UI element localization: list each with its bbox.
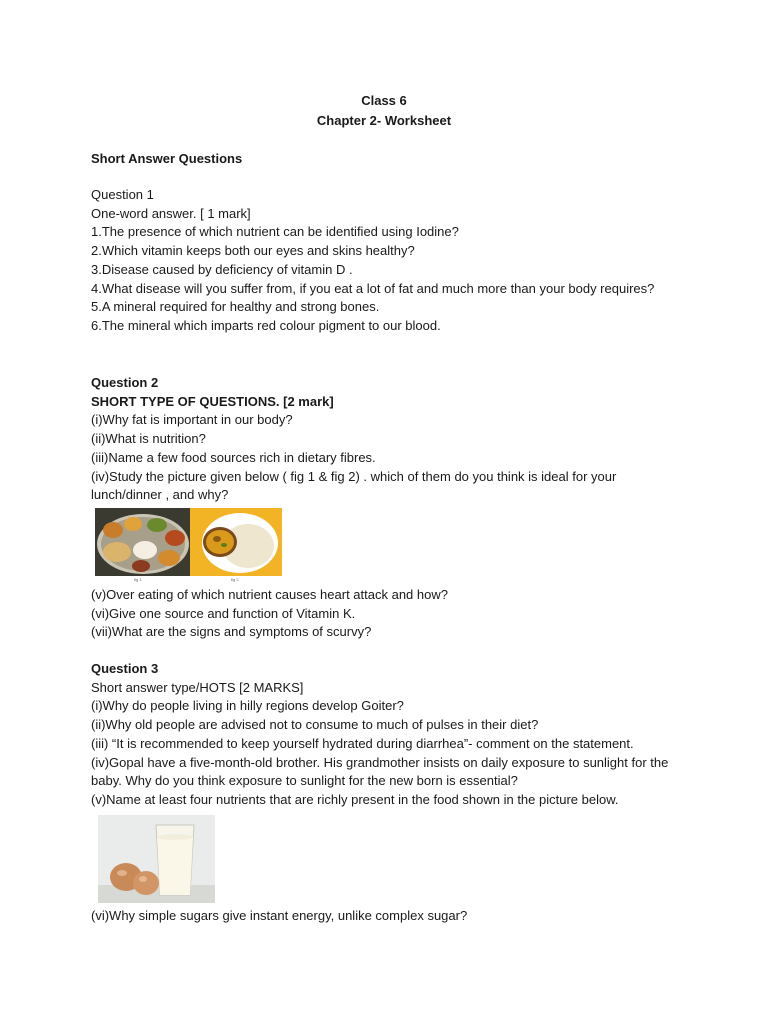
- question-item: (v)Name at least four nutrients that are richly present in the food shown in the picture below.: [91, 791, 619, 807]
- question-instruction: SHORT TYPE OF QUESTIONS. [2 mark]: [91, 393, 334, 409]
- question-item: (i)Why fat is important in our body?: [91, 412, 293, 428]
- question-2: [91, 374, 681, 505]
- question-item: (iv)Study the picture given below ( fig 1 & fig 2) . which of them do you think is ideal for your lunch/dinner , and why?: [91, 468, 617, 503]
- question-3-continued: [91, 907, 681, 926]
- class-label: Class 6: [361, 93, 407, 108]
- question-3: [91, 660, 681, 810]
- question-2-continued: [91, 586, 681, 642]
- question-item: (vi)Why simple sugars give instant energy, unlike complex sugar?: [91, 908, 468, 923]
- question-item: (iv)Gopal have a five-month-old brother. His grandmother insists on daily exposure to sunlight for the baby. Why do you think exposure to sunlight for the new born is essential?: [91, 754, 669, 789]
- question-item: (vii)What are the signs and symptoms of scurvy?: [91, 624, 372, 640]
- fig1-thali-image: [95, 508, 190, 576]
- question-instruction: One-word answer. [ 1 mark]: [91, 205, 251, 221]
- question-item: (ii)Why old people are advised not to consume to much of pulses in their diet?: [91, 717, 539, 733]
- fig1-caption: fig 1: [134, 577, 142, 582]
- question-title: Question 2: [91, 375, 159, 390]
- question-item: 4.What disease will you suffer from, if you eat a lot of fat and much more than your body requires?: [91, 280, 655, 296]
- question-item: (ii)What is nutrition?: [91, 431, 206, 447]
- question-item: 2.Which vitamin keeps both our eyes and skins healthy?: [91, 243, 415, 259]
- question-item: 5.A mineral required for healthy and strong bones.: [91, 299, 380, 315]
- question-item: (i)Why do people living in hilly regions develop Goiter?: [91, 698, 404, 714]
- question-item: (vi)Give one source and function of Vitamin K.: [91, 605, 356, 621]
- question-item: (v)Over eating of which nutrient causes heart attack and how?: [91, 587, 448, 602]
- section-heading: Short Answer Questions: [91, 151, 243, 166]
- question-item: 6.The mineral which imparts red colour pigment to our blood.: [91, 317, 441, 333]
- question-title: Question 1: [91, 187, 154, 202]
- fig2-caption: fig 2: [231, 577, 239, 582]
- question-title: Question 3: [91, 661, 159, 676]
- eggs-milk-image: [98, 815, 215, 903]
- question-item: (iii) “It is recommended to keep yourself hydrated during diarrhea”- comment on the statement.: [91, 735, 634, 751]
- question-item: 1.The presence of which nutrient can be identified using Iodine?: [91, 224, 459, 240]
- question-instruction: Short answer type/HOTS [2 MARKS]: [91, 679, 304, 695]
- question-1: [91, 186, 681, 336]
- question-item: (iii)Name a few food sources rich in dietary fibres.: [91, 449, 376, 465]
- fig2-curry-rice-image: [190, 508, 282, 576]
- question-item: 3.Disease caused by deficiency of vitamin D .: [91, 261, 353, 277]
- chapter-title: Chapter 2- Worksheet: [316, 113, 452, 128]
